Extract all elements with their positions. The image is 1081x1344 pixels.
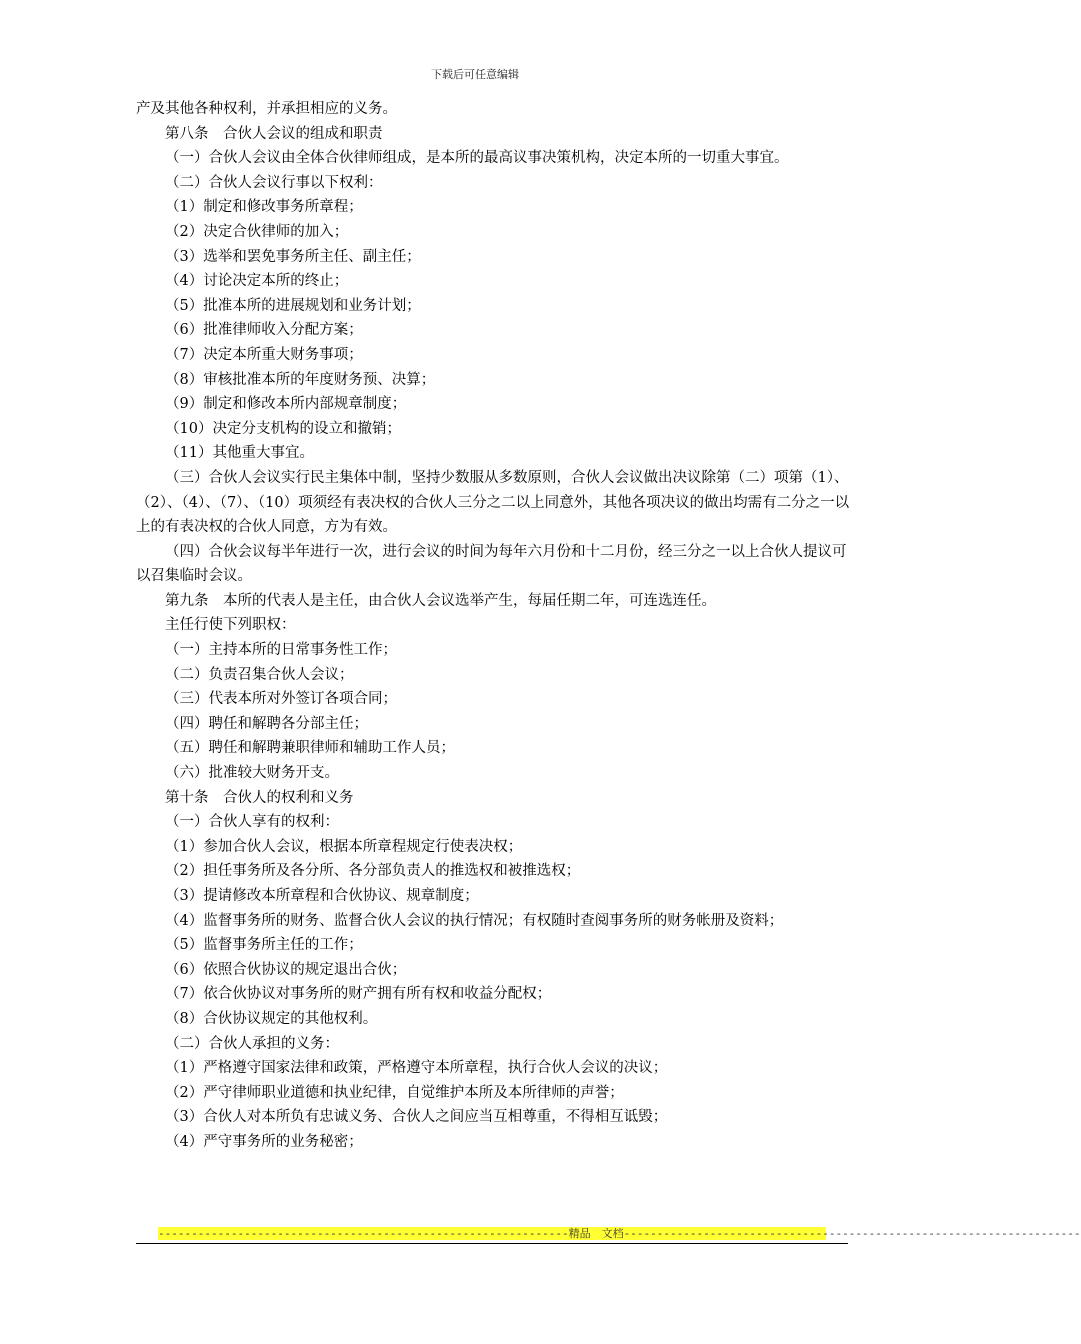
paragraph: （一）合伙人享有的权利： (165, 814, 339, 831)
paragraph: （9）制定和修改本所内部规章制度； (165, 396, 407, 413)
paragraph: （7）依合伙协议对事务所的财产拥有所有权和收益分配权； (165, 986, 552, 1003)
paragraph: （10）决定分支机构的设立和撤销； (165, 420, 401, 437)
paragraph: （3）提请修改本所章程和合伙协议、规章制度； (165, 888, 479, 904)
paragraph: （2）担任事务所及各分所、各分部负责人的推选权和被推选权； (165, 863, 581, 880)
paragraph: （6）批准律师收入分配方案； (165, 322, 363, 339)
footer-divider (136, 1243, 848, 1244)
paragraph: （8）合伙协议规定的其他权利。 (165, 1010, 378, 1027)
page-header: 下载后可任意编辑 (431, 68, 519, 81)
paragraph: （5）监督事务所主任的工作； (165, 937, 363, 954)
paragraph: （三）合伙人会议实行民主集体中制，坚持少数服从多数原则，合伙人会议做出决议除第（二）项第（1）、（2）、（4）、（7）、（10）项须经有表决权的合伙人三分之二以上同意外，其他各项决议的做出均需有二分之一以上的有表决权的合伙人同意，方为有效。 (136, 469, 850, 536)
paragraph: （4）讨论决定本所的终止； (165, 273, 349, 290)
paragraph: （7）决定本所重大财务事项； (165, 346, 363, 363)
footer-banner: --------------------------------------------------------------精品 文档--------------------------------------------------------------------- (158, 1227, 1081, 1240)
paragraph: （一）合伙人会议由全体合伙律师组成，是本所的最高议事决策机构，决定本所的一切重大事宜。 (165, 150, 789, 167)
paragraph: （三）代表本所对外签订各项合同； (165, 691, 397, 708)
paragraph: （6）依照合伙协议的规定退出合伙； (165, 961, 407, 978)
paragraph: （六）批准较大财务开支。 (165, 765, 339, 782)
paragraph: （2）决定合伙律师的加入； (165, 223, 349, 240)
paragraph: （8）审核批准本所的年度财务预、决算； (165, 371, 436, 388)
paragraph: 第十条 合伙人的权利和义务 (165, 789, 354, 806)
paragraph: （二）负责召集合伙人会议； (165, 666, 354, 683)
paragraph: 主任行使下列职权： (165, 617, 296, 634)
paragraph: （四）聘任和解聘各分部主任； (165, 715, 368, 732)
paragraph: （4）严守事务所的业务秘密； (165, 1133, 363, 1150)
paragraph: （2）严守律师职业道德和执业纪律，自觉维护本所及本所律师的声誉； (165, 1084, 624, 1101)
paragraph: （5）批准本所的进展规划和业务计划； (165, 297, 421, 314)
paragraph: （二）合伙人承担的义务： (165, 1035, 339, 1052)
paragraph: （1）严格遵守国家法律和政策，严格遵守本所章程，执行合伙人会议的决议； (165, 1060, 668, 1077)
paragraph: （4）监督事务所的财务、监督合伙人会议的执行情况；有权随时查阅事务所的财务帐册及资料； (165, 912, 784, 929)
paragraph: 产及其他各种权利，并承担相应的义务。 (136, 101, 397, 117)
paragraph: （二）合伙人会议行事以下权利： (165, 174, 383, 191)
paragraph: （四）合伙会议每半年进行一次，进行会议的时间为每年六月份和十二月份，经三分之一以上合伙人提议可以召集临时会议。 (136, 543, 847, 585)
paragraph: （3）合伙人对本所负有忠诚义务、合伙人之间应当互相尊重，不得相互诋毁； (165, 1109, 668, 1126)
paragraph: （3）选举和罢免事务所主任、副主任； (165, 248, 421, 265)
paragraph: （一）主持本所的日常事务性工作； (165, 642, 397, 659)
document-body (136, 97, 850, 1155)
paragraph: （1）制定和修改事务所章程； (165, 199, 363, 216)
paragraph: （11）其他重大事宜。 (165, 445, 314, 462)
paragraph: （1）参加合伙人会议，根据本所章程规定行使表决权； (165, 838, 523, 855)
paragraph: （五）聘任和解聘兼职律师和辅助工作人员； (165, 740, 455, 757)
paragraph: 第八条 合伙人会议的组成和职责 (165, 125, 383, 142)
paragraph: 第九条 本所的代表人是主任，由合伙人会议选举产生，每届任期二年，可连选连任。 (165, 592, 716, 609)
